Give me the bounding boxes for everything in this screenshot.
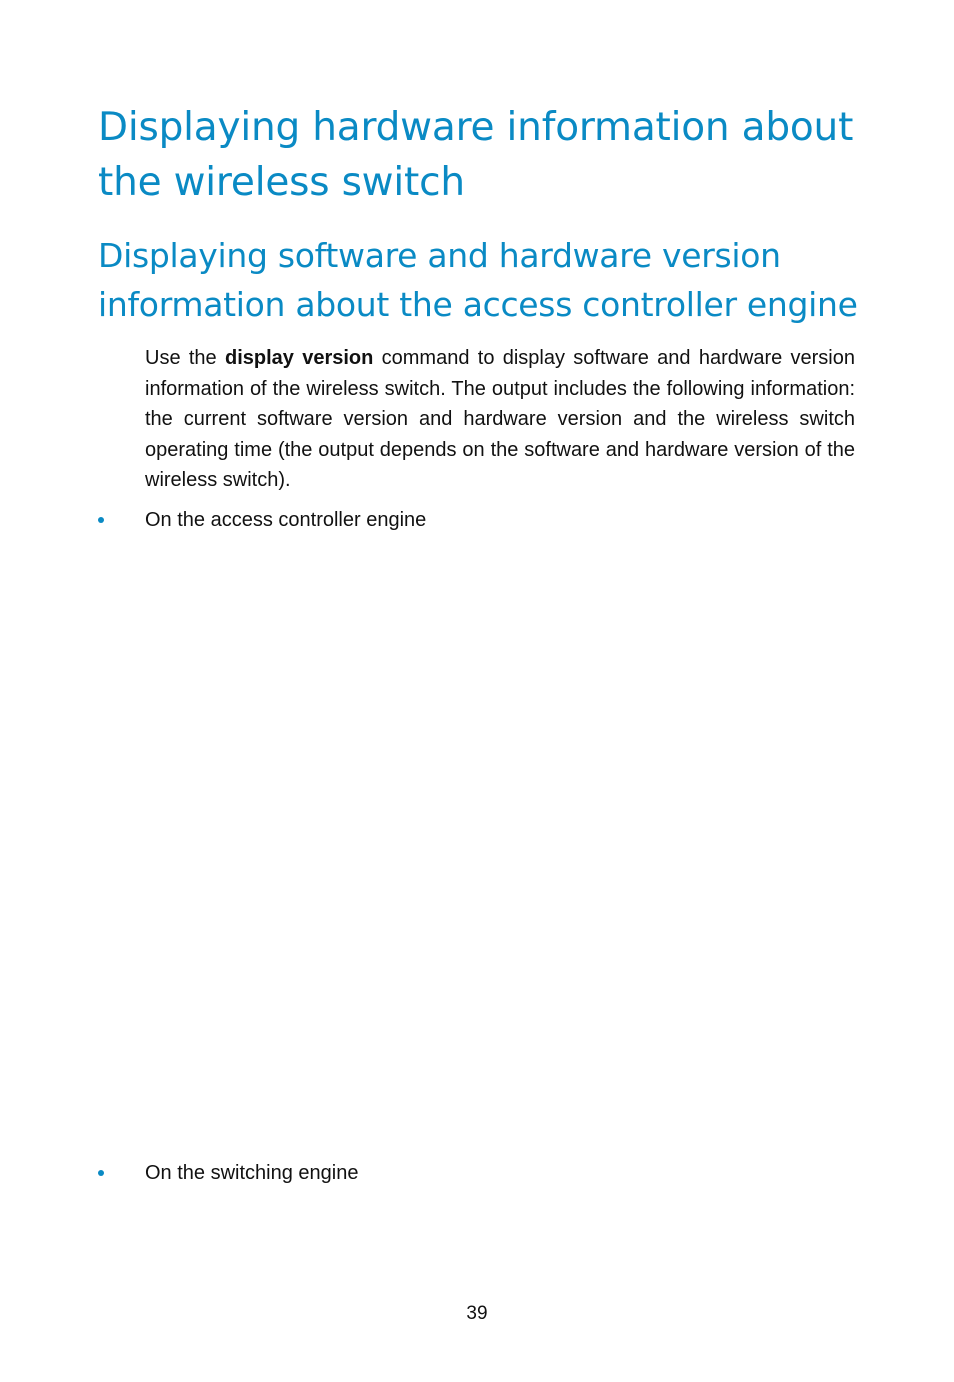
bullet-dot-icon xyxy=(98,1170,104,1176)
paragraph-text-before: Use the xyxy=(145,347,225,369)
page-number: 39 xyxy=(466,1303,488,1324)
bullet-item-switching-engine xyxy=(98,1158,858,1188)
bullet-text: On the switching engine xyxy=(145,1162,359,1184)
paragraph-text-after: command to display software and hardware version information of the wireless switch. The output includes the following information: the current software version and hardware version and the wireless switch operating time (the output depends on the software and hardware version of the wireless switch). xyxy=(145,347,856,491)
bullet-item-access-controller xyxy=(98,505,858,535)
subsection-heading: Displaying software and hardware version information about the access controller engine xyxy=(98,236,858,324)
command-name: display version xyxy=(224,347,374,369)
body-paragraph xyxy=(145,343,855,496)
bullet-dot-icon xyxy=(98,517,104,523)
section-heading: Displaying hardware information about the wireless switch xyxy=(98,105,854,205)
bullet-text: On the access controller engine xyxy=(145,509,427,531)
